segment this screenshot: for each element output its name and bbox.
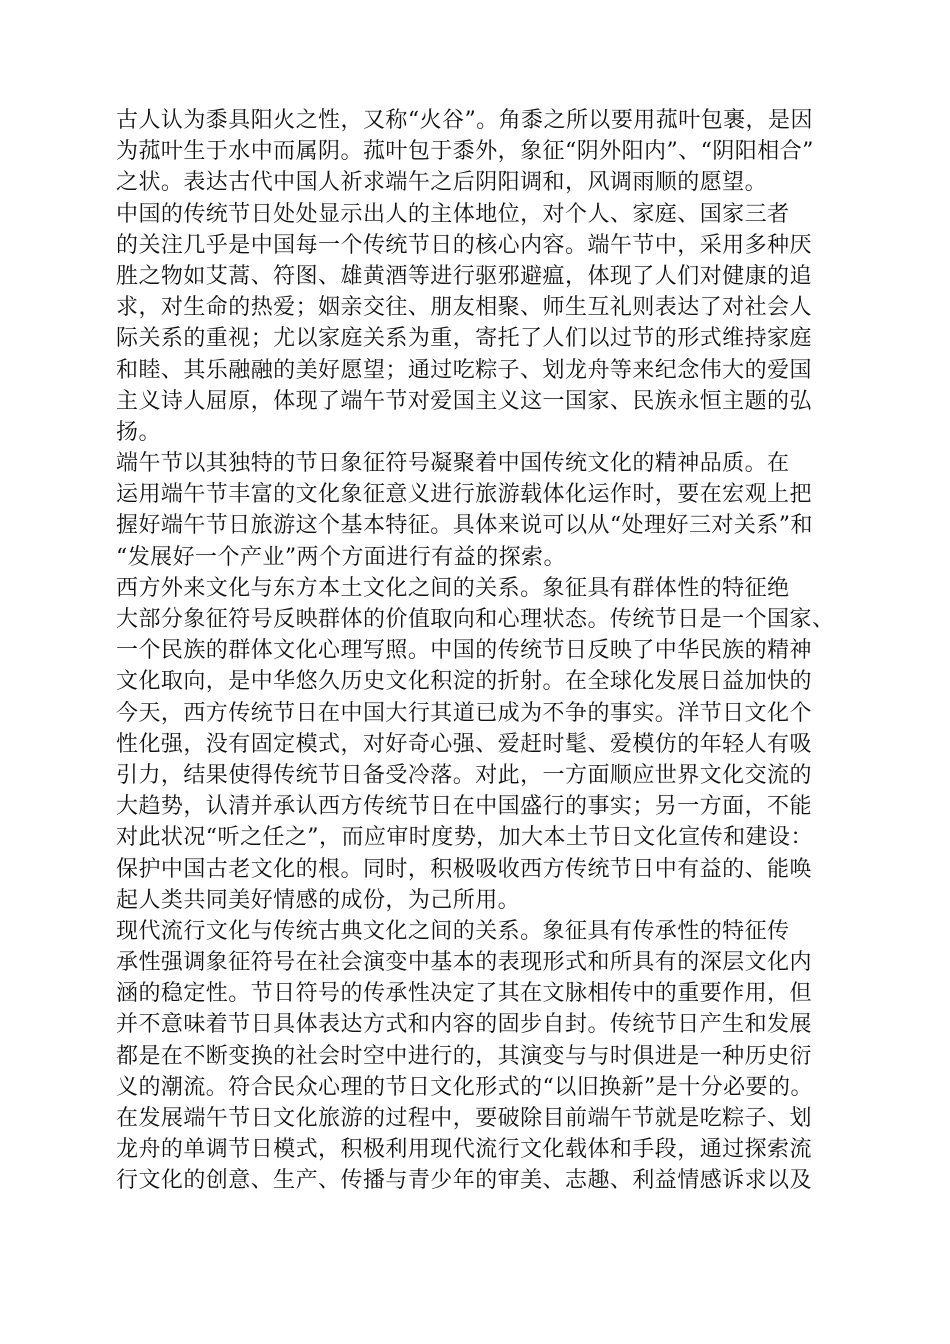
text-line: 并不意味着节日具体表达方式和内容的固步自封。传统节日产生和发展	[116, 1012, 812, 1038]
text-line: 行文化的创意、生产、传播与青少年的审美、志趣、利益情感诉求以及	[116, 1168, 812, 1194]
text-line: 的关注几乎是中国每一个传统节日的核心内容。端午节中，采用多种厌	[116, 232, 812, 258]
text-line: 和睦、其乐融融的美好愿望；通过吃粽子、划龙舟等来纪念伟大的爱国	[116, 357, 812, 383]
text-line: 一个民族的群体文化心理写照。中国的传统节日反映了中华民族的精神	[116, 638, 812, 664]
text-line: 今天，西方传统节日在中国大行其道已成为不争的事实。洋节日文化个	[116, 700, 812, 726]
text-line: 际关系的重视；尤以家庭关系为重，寄托了人们以过节的形式维持家庭	[116, 326, 812, 352]
text-line: 大部分象征符号反映群体的价值取向和心理状态。传统节日是一个国家、	[116, 607, 835, 632]
text-line: 扬。	[116, 419, 161, 445]
text-line: 胜之物如艾蒿、符图、雄黄酒等进行驱邪避瘟，体现了人们对健康的追	[116, 263, 812, 289]
text-line: 中国的传统节日处处显示出人的主体地位，对个人、家庭、国家三者	[116, 201, 790, 227]
text-line: 龙舟的单调节日模式，积极利用现代流行文化载体和手段，通过探索流	[116, 1137, 812, 1163]
text-line: 西方外来文化与东方本土文化之间的关系。象征具有群体性的特征绝	[116, 575, 790, 601]
text-line: 涵的稳定性。节日符号的传承性决定了其在文脉相传中的重要作用，但	[116, 981, 812, 1007]
text-line: 在发展端午节日文化旅游的过程中，要破除目前端午节就是吃粽子、划	[116, 1106, 812, 1131]
text-line: 性化强，没有固定模式，对好奇心强、爱赶时髦、爱模仿的年轻人有吸	[116, 731, 812, 757]
text-line: 引力，结果使得传统节日备受冷落。对此，一方面顺应世界文化交流的	[116, 762, 812, 788]
text-line: 端午节以其独特的节日象征符号凝聚着中国传统文化的精神品质。在	[116, 451, 790, 477]
text-line: 之状。表达古代中国人祈求端午之后阴阳调和，风调雨顺的愿望。	[116, 170, 768, 196]
text-line: 承性强调象征符号在社会演变中基本的表现形式和所具有的深层文化内	[116, 950, 812, 976]
text-line: 现代流行文化与传统古典文化之间的关系。象征具有传承性的特征传	[116, 918, 790, 944]
text-line: 义的潮流。符合民众心理的节日文化形式的“以旧换新”是十分必要的。	[116, 1074, 813, 1100]
text-line: “发展好一个产业”两个方面进行有益的探索。	[116, 544, 566, 570]
text-line: 求，对生命的热爱；姻亲交往、朋友相聚、师生互礼则表达了对社会人	[116, 295, 812, 321]
text-line: 起人类共同美好情感的成份，为己所用。	[116, 887, 521, 913]
text-line: 古人认为黍具阳火之性，又称“火谷”。角黍之所以要用菰叶包裹，是因	[116, 108, 813, 133]
text-line: 文化取向，是中华悠久历史文化积淀的折射。在全球化发展日益加快的	[116, 669, 812, 695]
text-line: 为菰叶生于水中而属阴。菰叶包于黍外，象征“阴外阳内”、“阴阳相合”	[116, 139, 814, 165]
text-line: 大趋势，认清并承认西方传统节日在中国盛行的事实；另一方面，不能	[116, 794, 812, 820]
text-line: 主义诗人屈原，体现了端午节对爱国主义这一国家、民族永恒主题的弘	[116, 388, 812, 414]
text-line: 保护中国古老文化的根。同时，积极吸收西方传统节日中有益的、能唤	[116, 856, 812, 882]
text-line: 运用端午节丰富的文化象征意义进行旅游载体化运作时，要在宏观上把	[116, 482, 812, 508]
text-line: 都是在不断变换的社会时空中进行的，其演变与与时俱进是一种历史衍	[116, 1043, 812, 1069]
text-line: 握好端午节日旅游这个基本特征。具体来说可以从“处理好三对关系”和	[116, 513, 813, 539]
body-text	[116, 105, 836, 1197]
text-line: 对此状况“听之任之”，而应审时度势，加大本土节日文化宣传和建设：	[116, 825, 813, 851]
